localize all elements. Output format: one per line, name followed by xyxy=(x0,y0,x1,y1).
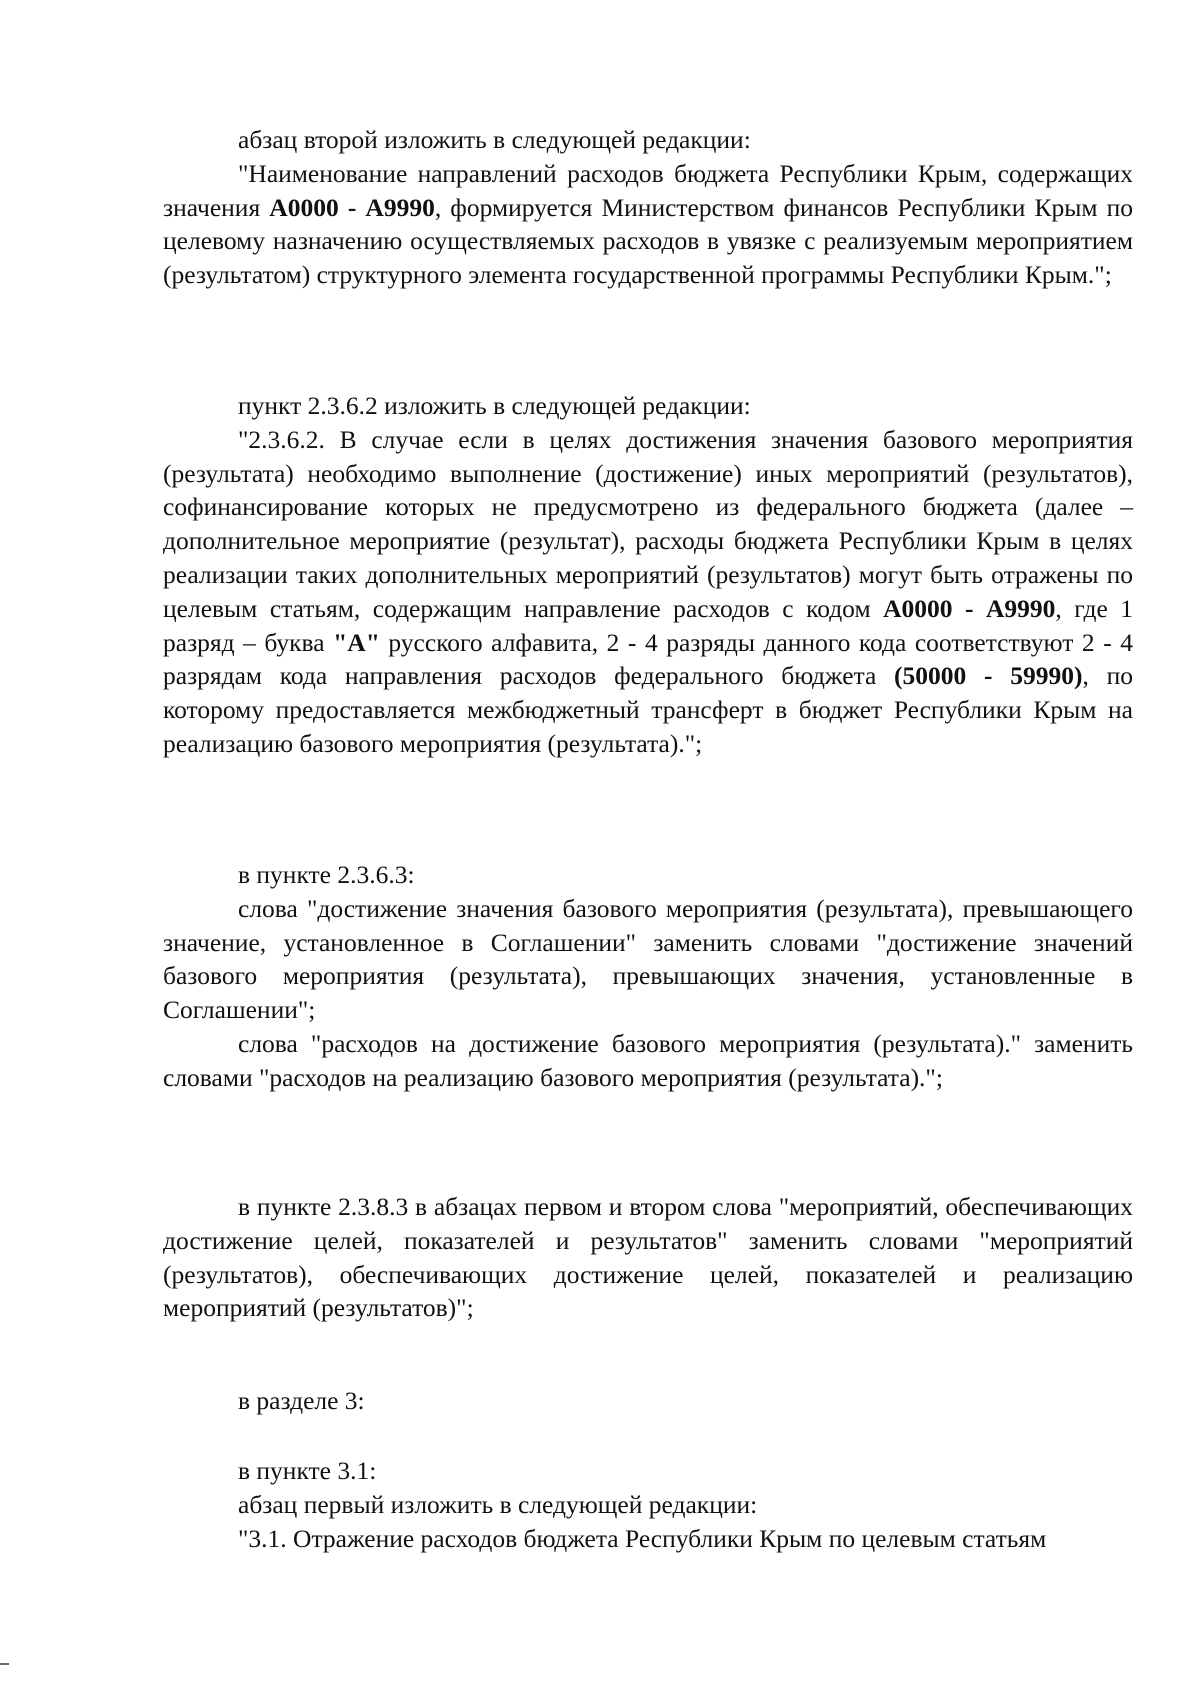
text-run: , формируется Министерством финансов Республики Крым по целевому назначению осуществляемых расходов в увязке с реализуемым мероприятием (результатом) структурного элемента государственной программы Республики Крым."; xyxy=(163,192,1133,290)
paragraph-group-1 xyxy=(163,123,1133,292)
instruction-line: в разделе 3: xyxy=(238,1386,365,1415)
paragraph-group-2 xyxy=(163,389,1133,761)
quoted-paragraph xyxy=(163,157,1133,292)
federal-code-range-bold: (50000 - 59990) xyxy=(894,661,1083,691)
code-range-bold: А0000 - А9990 xyxy=(883,593,1056,623)
quoted-line: "3.1. Отражение расходов бюджета Республики Крым по целевым статьям xyxy=(238,1523,1047,1553)
instruction-line: в пункте 3.1: xyxy=(238,1456,377,1485)
paragraph: слова "достижение значения базового мероприятия (результата), превышающего значение, установленное в Соглашении" заменить словами "достижение значений базового мероприятия (результата), превышающих значения, установленные в Соглашении"; xyxy=(163,893,1133,1025)
instruction-line: в пункте 2.3.6.3: xyxy=(238,860,415,889)
instruction-line: пункт 2.3.6.2 изложить в следующей редакции: xyxy=(238,391,751,420)
text-run: , по которому предоставляется межбюджетный трансферт в бюджет Республики Крым на реализацию базового мероприятия (результата)."; xyxy=(163,661,1133,758)
paragraph-group-6 xyxy=(163,1454,1133,1555)
letter-code-bold: "А" xyxy=(333,627,380,657)
text-run: русского алфавита, 2 - 4 разряды данного кода соответствуют 2 - 4 разрядам кода направления расходов федерального бюджета xyxy=(163,627,1133,691)
text-run: "Наименование направлений расходов бюджета Республики Крым, содержащих значения xyxy=(163,158,1133,222)
margin-mark xyxy=(0,1663,9,1665)
instruction-line: абзац первый изложить в следующей редакции: xyxy=(238,1489,758,1519)
quoted-paragraph xyxy=(163,423,1133,761)
instruction-line: абзац второй изложить в следующей редакции: xyxy=(238,125,751,154)
code-range-bold: А0000 - А9990 xyxy=(269,192,435,222)
text-run: , где 1 разряд – буква xyxy=(163,593,1134,657)
paragraph-group-4 xyxy=(163,1190,1133,1325)
paragraph: в пункте 2.3.8.3 в абзацах первом и втором слова "мероприятий, обеспечивающих достижение целей, показателей и результатов" заменить словами "мероприятий (результатов), обеспечивающих достижение целей, показателей и реализацию мероприятий (результатов)"; xyxy=(163,1192,1133,1323)
paragraph-group-3 xyxy=(163,858,1133,1095)
text-run: "2.3.6.2. В случае если в целях достижения значения базового мероприятия (результата) необходимо выполнение (достижение) иных мероприятий (результатов), софинансирование которых не предусмотрено из федерального бюджета (далее – дополнительное мероприятие (результат), расходы бюджета Республики Крым в целях реализации таких дополнительных мероприятий (результатов) могут быть отражены по целевым статьям, содержащим направление расходов с кодом xyxy=(163,424,1133,623)
paragraph-group-5 xyxy=(163,1384,1133,1418)
paragraph: слова "расходов на достижение базового мероприятия (результата)." заменить словами "расходов на реализацию базового мероприятия (результата)."; xyxy=(163,1028,1133,1092)
